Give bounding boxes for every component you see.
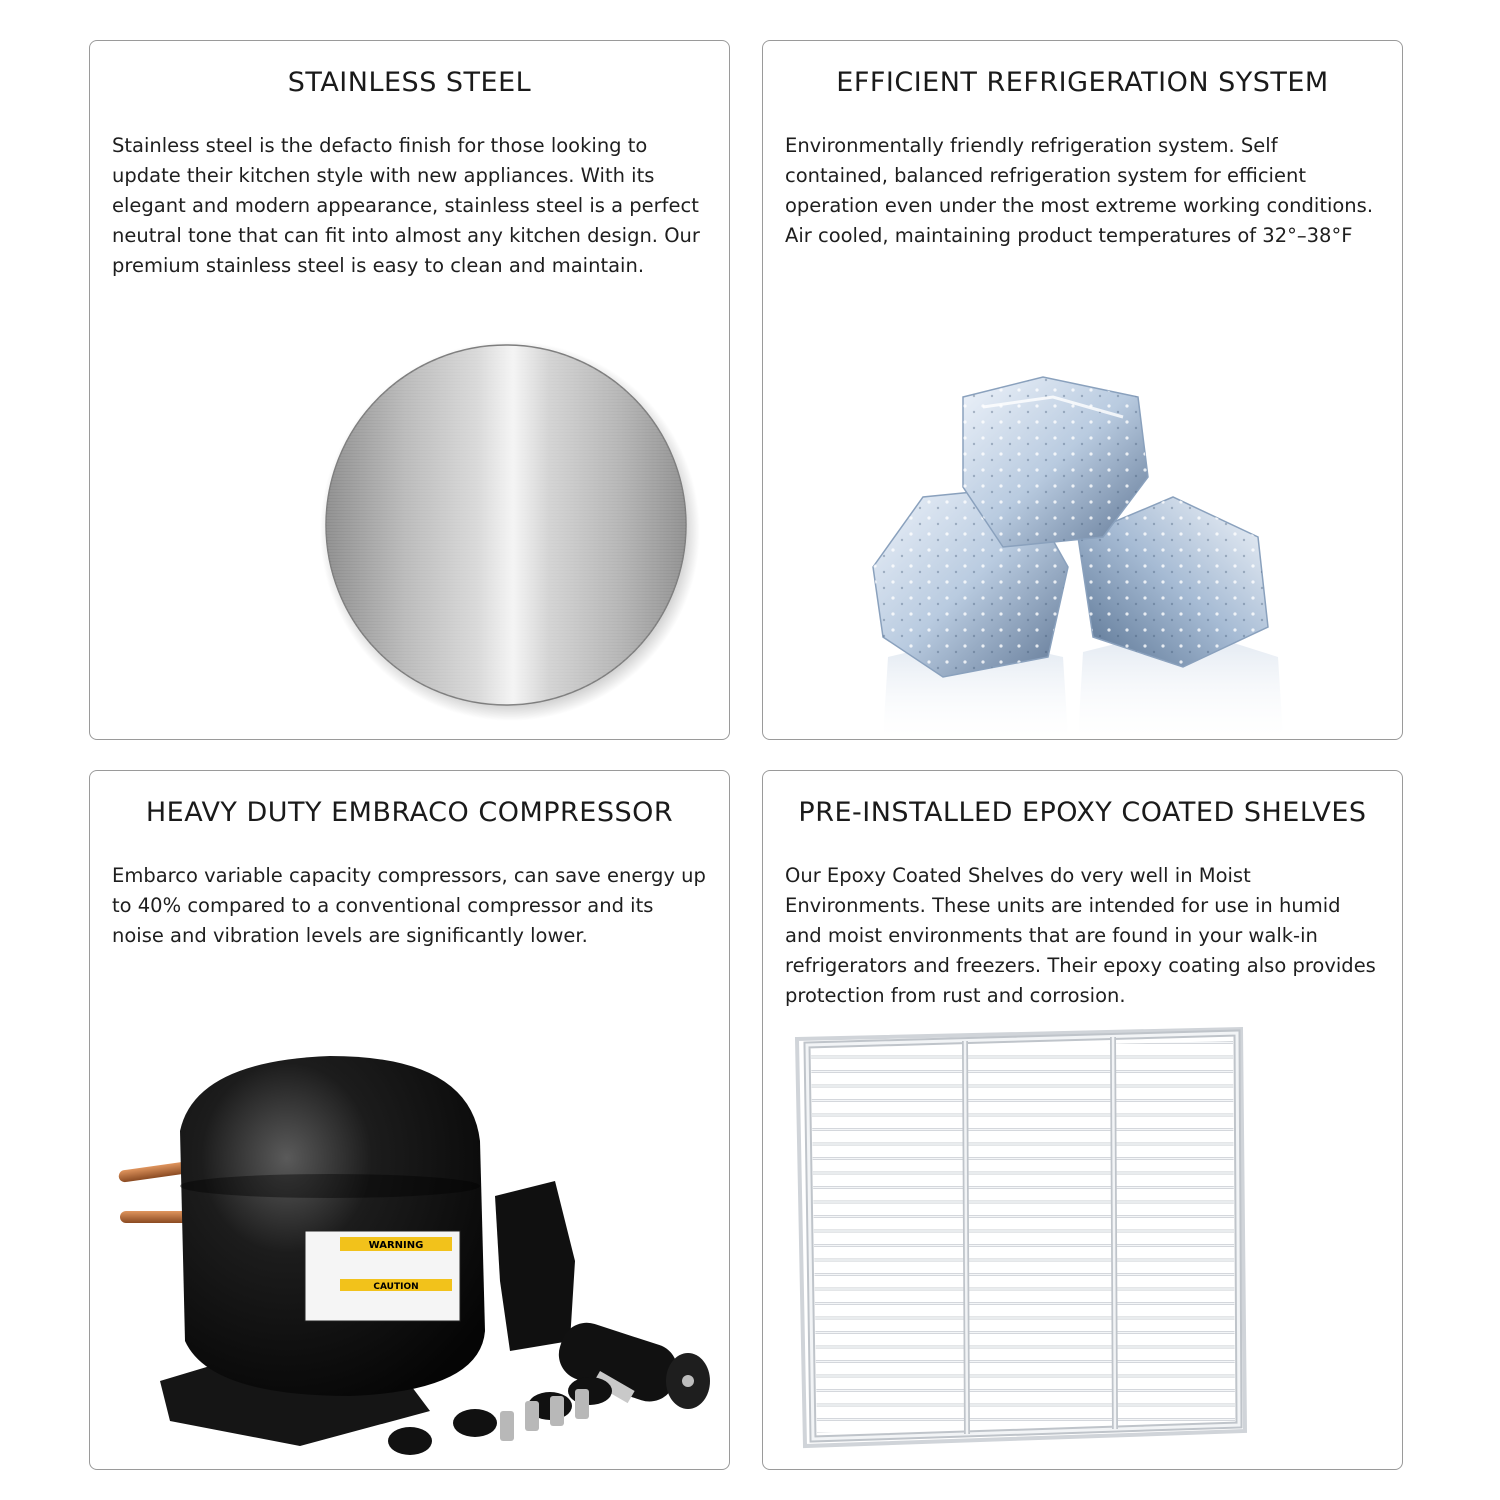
feature-title: EFFICIENT REFRIGERATION SYSTEM bbox=[836, 67, 1329, 98]
feature-title: HEAVY DUTY EMBRACO COMPRESSOR bbox=[145, 797, 674, 828]
feature-description: Stainless steel is the defacto finish for those looking to update their kitchen style with new appliances. With its elegant and modern appearance, stainless steel is a perfect neutral tone that can fit into almost any kitchen design. Our premium stainless steel is easy to clean and maintain. bbox=[112, 134, 700, 277]
feature-title: PRE-INSTALLED EPOXY COATED SHELVES bbox=[798, 797, 1367, 828]
warning-label: WARNING bbox=[368, 1240, 424, 1251]
compressor-image bbox=[100, 1051, 720, 1470]
feature-card-shelves bbox=[762, 770, 1403, 1470]
wire-shelf-image bbox=[783, 1021, 1258, 1451]
feature-card-refrigeration bbox=[762, 40, 1403, 740]
brushed-steel-disc-image bbox=[316, 337, 700, 721]
feature-description: Environmentally friendly refrigeration system. Self contained, balanced refrigeration system for efficient operation even under the most extreme working conditions. Air cooled, maintaining product temperatures of 32°–38°F bbox=[785, 134, 1374, 247]
feature-description: Embarco variable capacity compressors, can save energy up to 40% compared to a conventional compressor and its noise and vibration levels are significantly lower. bbox=[112, 864, 706, 947]
feature-description: Our Epoxy Coated Shelves do very well in Moist Environments. These units are intended for use in humid and moist environments that are found in your walk-in refrigerators and freezers. Their epoxy coating also provides protection from rust and corrosion. bbox=[785, 864, 1376, 1007]
ice-cubes-image bbox=[853, 337, 1293, 737]
caution-label: CAUTION bbox=[373, 1282, 419, 1292]
feature-title: STAINLESS STEEL bbox=[287, 67, 532, 98]
feature-card-stainless-steel bbox=[89, 40, 730, 740]
feature-card-compressor bbox=[89, 770, 730, 1470]
